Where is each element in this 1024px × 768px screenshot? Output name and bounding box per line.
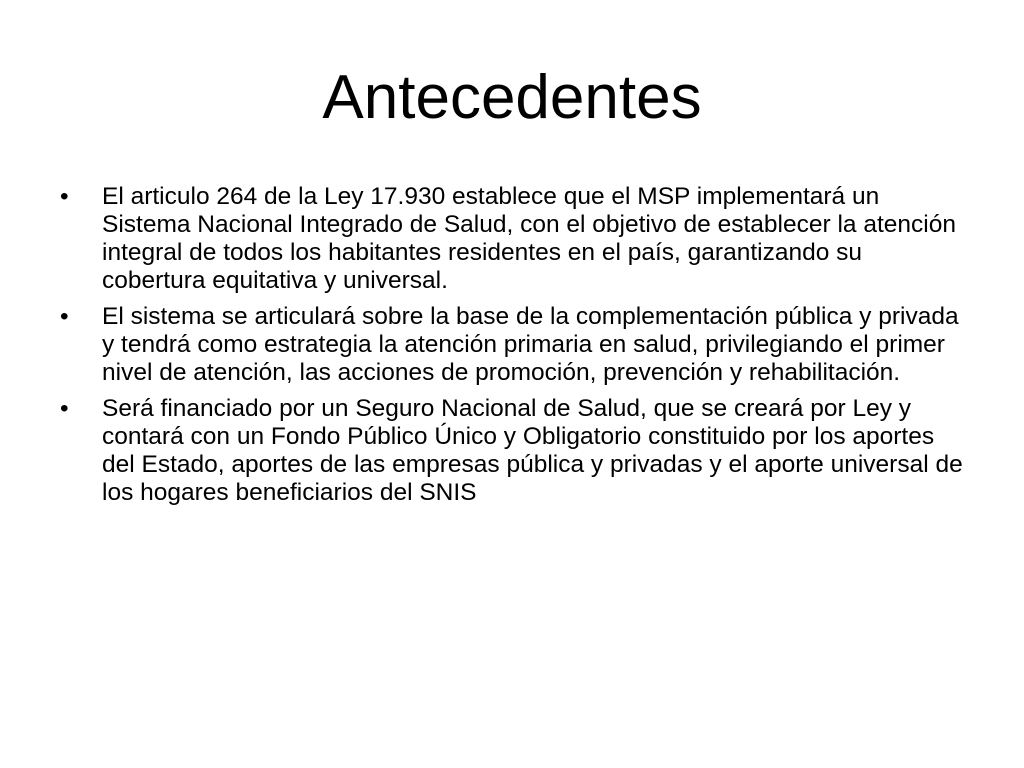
slide-title: Antecedentes — [322, 63, 702, 132]
bullet-item-2 — [60, 303, 970, 387]
bullet-list — [60, 183, 970, 515]
bullet-item-3 — [60, 395, 970, 507]
bullet-text: El sistema se articulará sobre la base de la complementación pública y privada y tendrá como estrategia la atención primaria en salud, privilegiando el primer nivel de atención, las acciones de promoción, prevención y rehabilitación. — [102, 303, 959, 386]
bullet-icon: • — [60, 183, 69, 210]
bullet-item-1 — [60, 183, 970, 295]
bullet-text: El articulo 264 de la Ley 17.930 establece que el MSP implementará un Sistema Nacional Integrado de Salud, con el objetivo de establecer la atención integral de todos los habitantes residentes en el país, garantizando su cobertura equitativa y universal. — [102, 183, 956, 294]
bullet-icon: • — [60, 303, 69, 330]
bullet-text: Será financiado por un Seguro Nacional de Salud, que se creará por Ley y contará con un Fondo Público Único y Obligatorio constituido por los aportes del Estado, aportes de las empresas pública y privadas y el aporte universal de los hogares beneficiarios del SNIS — [102, 395, 963, 506]
bullet-icon: • — [60, 395, 69, 422]
